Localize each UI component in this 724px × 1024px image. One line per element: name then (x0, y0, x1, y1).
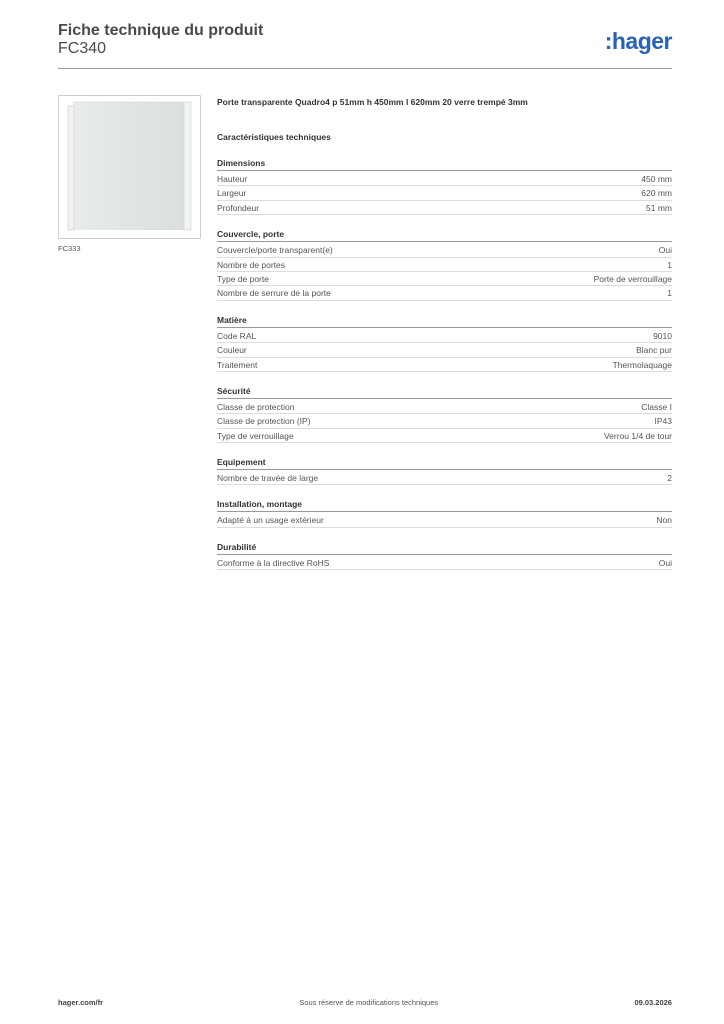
spec-label: Largeur (217, 188, 247, 199)
spec-row (217, 329, 672, 343)
spec-row (217, 258, 672, 272)
spec-value: Oui (658, 557, 672, 568)
spec-content (217, 96, 672, 570)
product-code: FC340 (58, 40, 107, 57)
spec-row (217, 243, 672, 257)
spec-row (217, 513, 672, 527)
spec-label: Adapté à un usage extérieur (217, 515, 324, 526)
spec-row (217, 286, 672, 300)
spec-value: Verrou 1/4 de tour (603, 430, 672, 441)
door-panel-illustration (59, 96, 200, 238)
spec-row (217, 414, 672, 428)
spec-group-title: Equipement (217, 456, 672, 470)
spec-value: 620 mm (641, 188, 672, 199)
footer-date: 09.03.2026 (634, 998, 672, 1007)
spec-group (217, 541, 672, 570)
spec-label: Classe de protection (IP) (217, 416, 311, 427)
spec-row (217, 272, 672, 286)
spec-group (217, 385, 672, 443)
spec-row (217, 471, 672, 485)
footer-website[interactable]: hager.com/fr (58, 998, 104, 1007)
spec-group-title: Sécurité (217, 385, 672, 399)
spec-group (217, 456, 672, 485)
spec-value: Oui (658, 245, 672, 256)
spec-value: Blanc pur (636, 345, 672, 356)
spec-group (217, 314, 672, 372)
spec-value: 51 mm (646, 202, 672, 213)
page-footer (58, 998, 672, 1007)
spec-value: 2 (667, 473, 672, 484)
spec-row (217, 400, 672, 414)
spec-label: Couvercle/porte transparent(e) (217, 245, 333, 256)
spec-group-title: Matière (217, 314, 672, 328)
spec-row (217, 429, 672, 443)
image-caption: FC333 (58, 244, 81, 253)
spec-groups (217, 157, 672, 570)
spec-label: Nombre de travée de large (217, 473, 319, 484)
spec-label: Conforme à la directive RoHS (217, 557, 330, 568)
spec-row (217, 201, 672, 215)
spec-row (217, 556, 672, 570)
spec-value: 450 mm (641, 174, 672, 184)
spec-row (217, 172, 672, 186)
spec-group (217, 498, 672, 527)
spec-row (217, 186, 672, 200)
spec-value: 1 (667, 288, 672, 299)
spec-label: Traitement (217, 359, 258, 370)
spec-group (217, 228, 672, 301)
spec-row (217, 358, 672, 372)
spec-value: 1 (667, 259, 672, 270)
spec-label: Hauteur (217, 174, 248, 184)
product-description: Porte transparente Quadro4 p 51mm h 450mm l 620mm 20 verre trempé 3mm (217, 97, 528, 107)
spec-value: IP43 (654, 416, 672, 427)
spec-label: Type de porte (217, 273, 269, 284)
spec-group-title: Dimensions (217, 157, 672, 171)
spec-label: Nombre de portes (217, 259, 286, 270)
hager-logo: :hager (604, 28, 672, 54)
spec-value: 9010 (653, 330, 672, 341)
spec-value: Non (656, 515, 672, 526)
spec-label: Classe de protection (217, 401, 295, 412)
spec-group-title: Couvercle, porte (217, 228, 672, 242)
spec-value: Thermolaquage (612, 359, 672, 370)
page-title: Fiche technique du produit (58, 22, 264, 39)
spec-label: Type de verrouillage (217, 430, 294, 441)
spec-group (217, 157, 672, 215)
footer-notice: Sous réserve de modifications techniques (299, 998, 439, 1007)
spec-group-title: Durabilité (217, 541, 672, 555)
spec-value: Porte de verrouillage (593, 273, 672, 284)
header-divider (58, 68, 672, 69)
spec-label: Profondeur (217, 202, 260, 213)
specs-heading: Caractéristiques techniques (217, 132, 331, 142)
product-image (58, 95, 201, 239)
spec-label: Code RAL (217, 330, 257, 341)
spec-value: Classe I (641, 401, 672, 412)
spec-label: Nombre de serrure de la porte (217, 288, 331, 299)
spec-group-title: Installation, montage (217, 498, 672, 512)
spec-label: Couleur (217, 345, 247, 356)
spec-row (217, 343, 672, 357)
